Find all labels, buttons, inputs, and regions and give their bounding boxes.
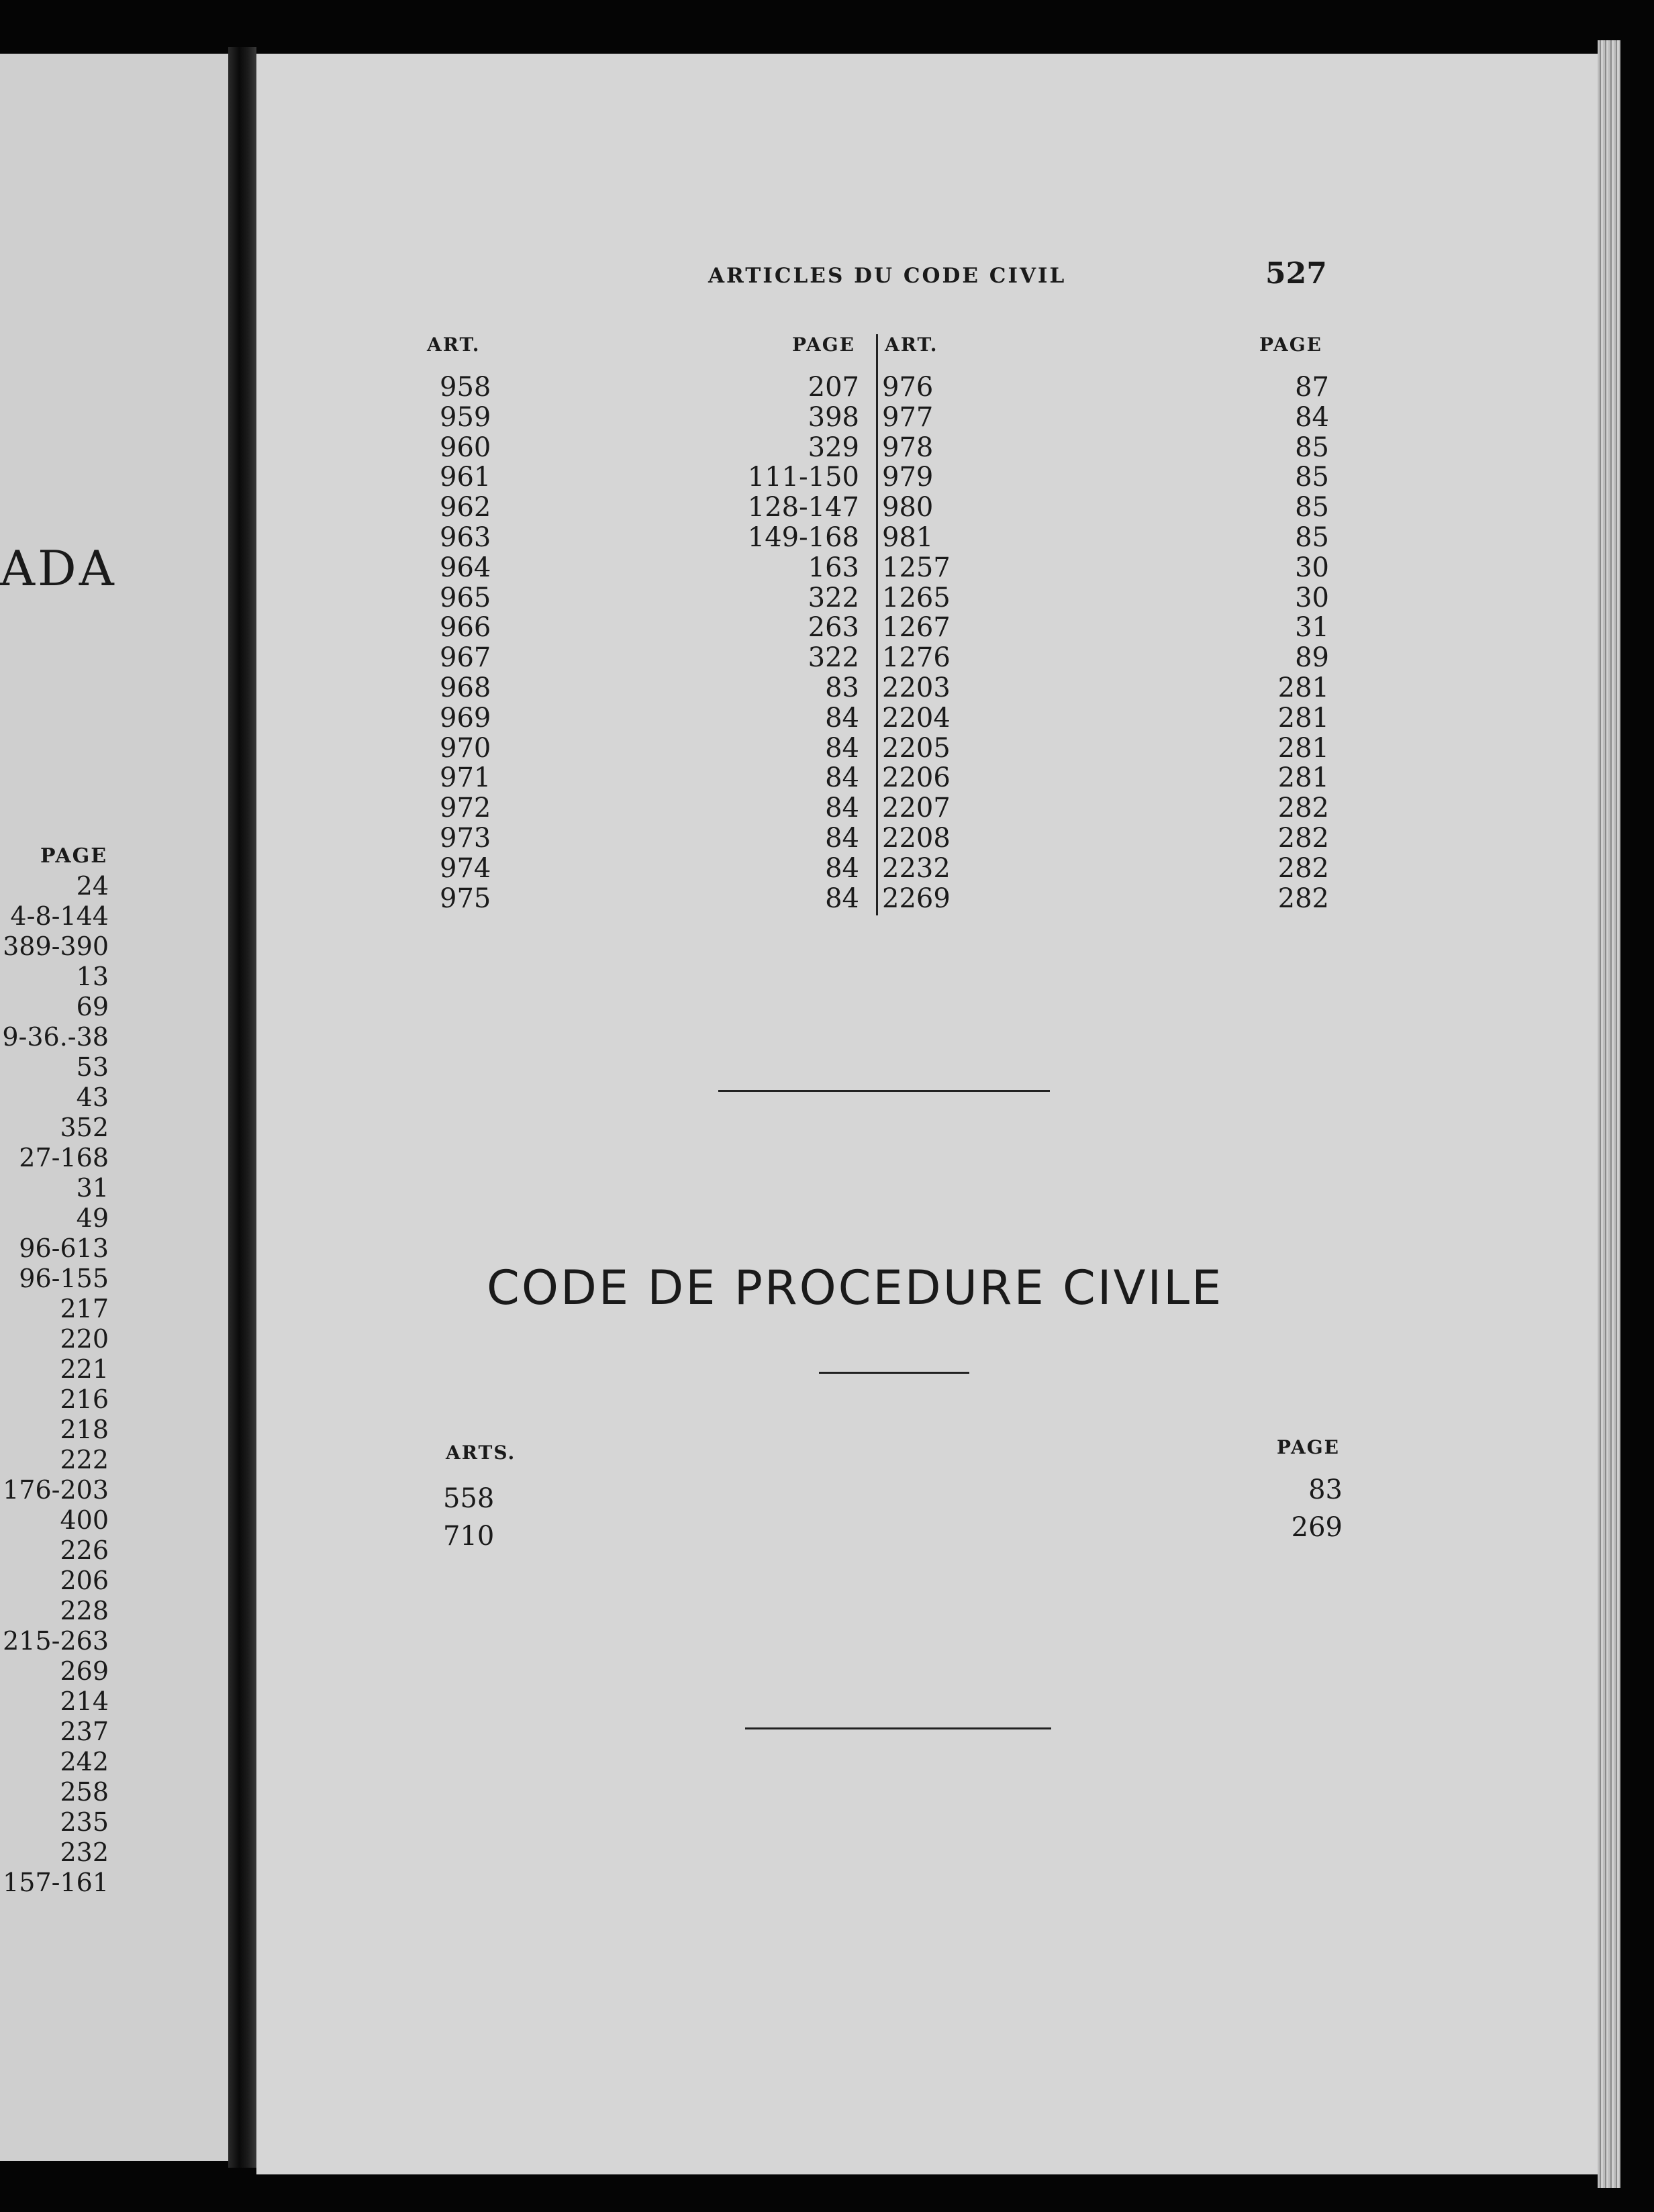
procedure-article-number: 710: [443, 1521, 495, 1552]
left-page-column: [725, 372, 859, 913]
left-page-page-list: [0, 871, 109, 1898]
page-reference: 282: [1277, 883, 1329, 914]
page-reference: 84: [825, 852, 859, 884]
left-page-entry: 43: [76, 1083, 109, 1112]
article-number: 966: [440, 612, 491, 644]
article-number: 976: [882, 372, 934, 403]
right-page-column: [1202, 372, 1329, 913]
left-page-entry: 237: [60, 1717, 109, 1746]
procedure-article-number: 558: [443, 1483, 495, 1514]
article-number: 973: [440, 822, 491, 854]
procedure-page-reference: 269: [1291, 1512, 1343, 1543]
left-page-entry: 232: [60, 1838, 109, 1867]
left-page-entry: 206: [60, 1566, 109, 1595]
article-number: 2204: [882, 702, 951, 734]
procedure-page-reference: 83: [1308, 1474, 1343, 1505]
left-page-entry: 176-203: [3, 1475, 109, 1505]
page-reference: 84: [825, 793, 859, 824]
left-page-entry: 235: [60, 1807, 109, 1837]
article-number: 2232: [882, 852, 951, 884]
right-art-column: [882, 372, 951, 913]
left-page-entry: 226: [60, 1536, 109, 1565]
page-reference: 89: [1295, 642, 1329, 674]
left-page-entry: 400: [60, 1505, 109, 1535]
left-page-entry: 215-263: [3, 1626, 109, 1656]
article-number: 969: [440, 702, 491, 734]
page-reference: 30: [1295, 552, 1329, 583]
left-page-entry: 69: [76, 992, 109, 1021]
page-reference: 84: [825, 883, 859, 914]
page-reference: 329: [808, 432, 859, 463]
page-reference: 149-168: [747, 521, 859, 553]
article-number: 970: [440, 732, 491, 764]
column-divider: [876, 334, 878, 915]
article-number: 2203: [882, 672, 951, 703]
article-number: 974: [440, 852, 491, 884]
separator-rule: [718, 1090, 1050, 1092]
left-page-heading-fragment: ADA: [0, 540, 117, 597]
left-page-entry: 228: [60, 1596, 109, 1625]
article-number: 971: [440, 762, 491, 794]
page-reference: 84: [1295, 401, 1329, 433]
article-number: 981: [882, 521, 934, 553]
left-page-entry: 96-613: [19, 1234, 109, 1263]
section-title: CODE DE PROCEDURE CIVILE: [487, 1260, 1224, 1315]
procedure-header-page: PAGE: [1277, 1436, 1340, 1458]
left-page-entry: 9-36.-38: [2, 1022, 109, 1052]
article-number: 958: [440, 372, 491, 403]
page-reference: 31: [1295, 612, 1329, 644]
article-number: 2205: [882, 732, 951, 764]
left-page-entry: 389-390: [3, 932, 109, 961]
column-header-page-right: PAGE: [1259, 334, 1322, 356]
article-number: 975: [440, 883, 491, 914]
article-number: 968: [440, 672, 491, 703]
page-reference: 281: [1277, 672, 1329, 703]
article-number: 979: [882, 462, 934, 493]
article-number: 962: [440, 492, 491, 523]
page-number: 527: [1265, 256, 1327, 291]
page-reference: 128-147: [747, 492, 859, 523]
page-reference: 163: [808, 552, 859, 583]
procedure-art-column: [443, 1480, 494, 1555]
left-page-entry: 352: [60, 1113, 109, 1142]
article-number: 963: [440, 521, 491, 553]
left-page-entry: 13: [76, 962, 109, 991]
left-art-column: [440, 372, 491, 913]
article-number: 2206: [882, 762, 951, 794]
page-reference: 282: [1277, 822, 1329, 854]
left-page: [0, 54, 228, 2161]
page-reference: 84: [825, 702, 859, 734]
left-page-column-header: PAGE: [40, 844, 108, 868]
article-number: 961: [440, 462, 491, 493]
page-edge: [1598, 40, 1620, 2188]
article-number: 1257: [882, 552, 951, 583]
page-reference: 207: [808, 372, 859, 403]
article-number: 2207: [882, 793, 951, 824]
page-reference: 85: [1295, 432, 1329, 463]
left-page-entry: 214: [60, 1687, 109, 1716]
page-reference: 322: [808, 582, 859, 613]
page-reference: 84: [825, 732, 859, 764]
book-spine: [228, 47, 256, 2168]
article-number: 2269: [882, 883, 951, 914]
article-number: 964: [440, 552, 491, 583]
article-number: 1267: [882, 612, 951, 644]
page-reference: 111-150: [747, 462, 859, 493]
left-page-entry: 49: [76, 1203, 109, 1233]
page-reference: 85: [1295, 462, 1329, 493]
page-reference: 263: [808, 612, 859, 644]
left-page-entry: 24: [76, 871, 109, 901]
page-reference: 282: [1277, 793, 1329, 824]
left-page-entry: 31: [76, 1173, 109, 1203]
left-page-entry: 221: [60, 1354, 109, 1384]
page-reference: 85: [1295, 492, 1329, 523]
page-reference: 83: [825, 672, 859, 703]
article-number: 1276: [882, 642, 951, 674]
article-number: 2208: [882, 822, 951, 854]
left-page-entry: 258: [60, 1777, 109, 1807]
left-page-entry: 216: [60, 1385, 109, 1414]
article-number: 978: [882, 432, 934, 463]
left-page-entry: 220: [60, 1324, 109, 1354]
left-page-entry: 4-8-144: [10, 901, 109, 931]
page-reference: 84: [825, 822, 859, 854]
article-number: 967: [440, 642, 491, 674]
page-reference: 281: [1277, 702, 1329, 734]
left-page-entry: 269: [60, 1656, 109, 1686]
column-header-art-left: ART.: [427, 334, 481, 356]
left-page-entry: 27-168: [19, 1143, 109, 1172]
left-page-entry: 222: [60, 1445, 109, 1474]
article-number: 980: [882, 492, 934, 523]
running-head: ARTICLES DU CODE CIVIL: [708, 264, 1067, 288]
page-reference: 322: [808, 642, 859, 674]
left-page-entry: 217: [60, 1294, 109, 1323]
title-underline: [819, 1372, 969, 1374]
procedure-page-column: [1208, 1471, 1343, 1546]
end-rule: [745, 1727, 1051, 1729]
page-reference: 281: [1277, 762, 1329, 794]
left-page-entry: 242: [60, 1747, 109, 1776]
page-reference: 85: [1295, 521, 1329, 553]
left-page-entry: 218: [60, 1415, 109, 1444]
page-reference: 398: [808, 401, 859, 433]
page-reference: 30: [1295, 582, 1329, 613]
procedure-header-arts: ARTS.: [446, 1442, 516, 1464]
left-page-entry: 157-161: [3, 1868, 109, 1897]
article-number: 977: [882, 401, 934, 433]
column-header-page-left: PAGE: [792, 334, 855, 356]
article-number: 960: [440, 432, 491, 463]
column-header-art-right: ART.: [885, 334, 938, 356]
page-reference: 87: [1295, 372, 1329, 403]
article-number: 1265: [882, 582, 951, 613]
page-reference: 282: [1277, 852, 1329, 884]
article-number: 965: [440, 582, 491, 613]
article-number: 972: [440, 793, 491, 824]
article-number: 959: [440, 401, 491, 433]
left-page-entry: 53: [76, 1052, 109, 1082]
page-reference: 281: [1277, 732, 1329, 764]
left-page-entry: 96-155: [19, 1264, 109, 1293]
page-reference: 84: [825, 762, 859, 794]
